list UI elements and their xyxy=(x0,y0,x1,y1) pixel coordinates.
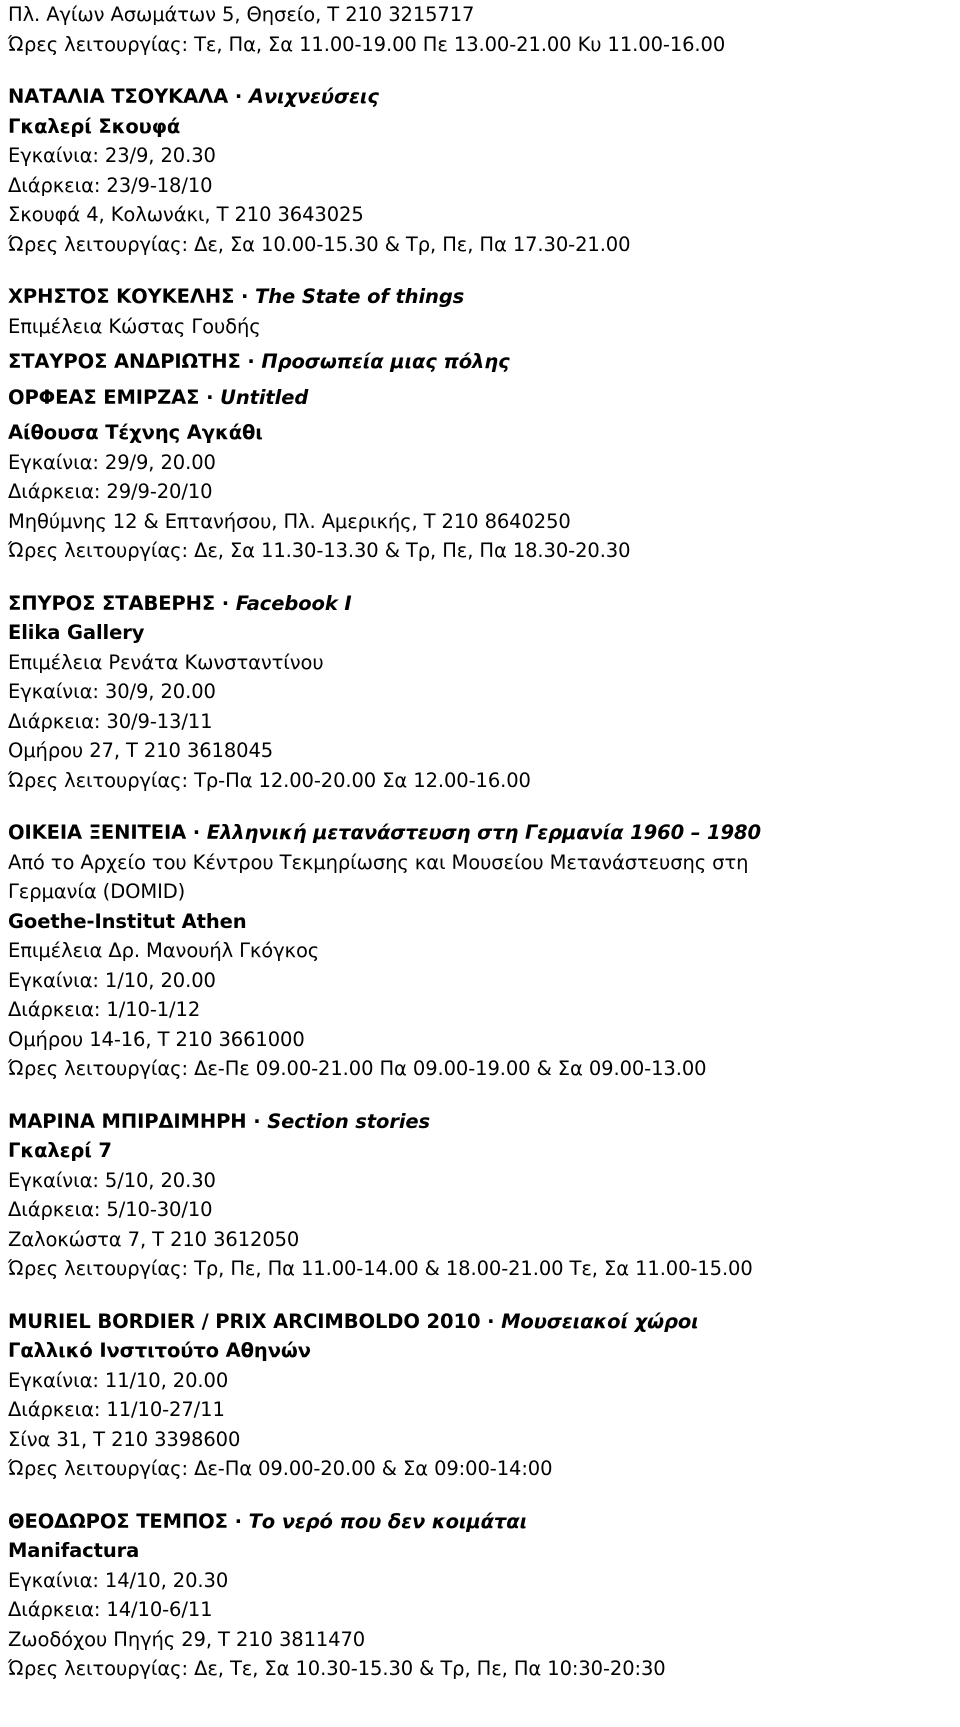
exhibition-title xyxy=(8,1307,952,1337)
artist-name: ΣΤΑΥΡΟΣ ΑΝΔΡΙΩΤΗΣ xyxy=(8,350,241,373)
venue-name: Elika Gallery xyxy=(8,621,145,644)
title-separator: · xyxy=(199,385,221,409)
description-line: Γερμανία (DOMID) xyxy=(8,880,186,903)
venue-address: Μηθύμνης 12 & Επτανήσου, Πλ. Αμερικής, Τ 210 8640250 xyxy=(8,509,571,533)
venue-name: Αίθουσα Τέχνης Αγκάθι xyxy=(8,421,263,444)
title-separator: · xyxy=(240,350,262,373)
title-separator: · xyxy=(215,591,236,615)
exhibition-title xyxy=(8,347,952,377)
artist-name: ΟΡΦΕΑΣ ΕΜΙΡΖΑΣ xyxy=(8,385,200,409)
venue-name: Γκαλερί Σκουφά xyxy=(8,114,181,138)
work-title: Το νερό που δεν κοιμάται xyxy=(248,1509,528,1533)
curator: Επιμέλεια Ρενάτα Κωνσταντίνου xyxy=(8,650,324,674)
opening-date: Εγκαίνια: 1/10, 20.00 xyxy=(8,968,216,992)
opening-hours: Ώρες λειτουργίας: Δε, Τε, Σα 10.30-15.30 & Τρ, Πε, Πα 10:30-20:30 xyxy=(8,1657,666,1680)
exhibition-entry xyxy=(8,1507,952,1684)
exhibition-title xyxy=(8,1107,952,1137)
exhibition-title xyxy=(8,282,952,312)
opening-date: Εγκαίνια: 5/10, 20.30 xyxy=(8,1168,216,1192)
title-separator: · xyxy=(186,821,207,844)
work-title: The State of things xyxy=(255,285,465,308)
work-title: Facebook I xyxy=(235,591,352,615)
artist-name: ΜΑΡΙΝΑ ΜΠΙΡΔΙΜΗΡΗ xyxy=(8,1109,247,1133)
exhibition-entry xyxy=(8,818,952,1084)
exhibition-title xyxy=(8,383,952,413)
opening-date: Εγκαίνια: 23/9, 20.30 xyxy=(8,144,216,167)
title-separator: · xyxy=(480,1309,502,1333)
venue-name: Γκαλερί 7 xyxy=(8,1139,112,1162)
exhibition-entry xyxy=(8,282,952,566)
venue-address: Ζαλοκώστα 7, Τ 210 3612050 xyxy=(8,1227,300,1251)
venue-name: Manifactura xyxy=(8,1539,140,1562)
title-separator: · xyxy=(234,285,256,308)
artist-name: ΟΙΚΕΙΑ ΞΕΝΙΤΕΙΑ xyxy=(8,821,187,844)
artist-name: ΣΠΥΡΟΣ ΣΤΑΒΕΡΗΣ xyxy=(8,591,216,615)
curator: Επιμέλεια Κώστας Γουδής xyxy=(8,314,261,338)
work-title: Untitled xyxy=(220,385,309,409)
exhibition-title xyxy=(8,1507,952,1537)
work-title: Ανιχνεύσεις xyxy=(248,85,379,108)
venue-address: Ομήρου 14-16, Τ 210 3661000 xyxy=(8,1027,305,1051)
exhibition-entry xyxy=(8,1307,952,1484)
duration: Διάρκεια: 1/10-1/12 xyxy=(8,998,201,1021)
duration: Διάρκεια: 14/10-6/11 xyxy=(8,1598,213,1621)
exhibition-title xyxy=(8,589,952,619)
opening-hours: Ώρες λειτουργίας: Δε-Πα 09.00-20.00 & Σα 09:00-14:00 xyxy=(8,1457,553,1480)
intro-hours: Ώρες λειτουργίας: Τε, Πα, Σα 11.00-19.00 Πε 13.00-21.00 Κυ 11.00-16.00 xyxy=(8,32,726,56)
duration: Διάρκεια: 11/10-27/11 xyxy=(8,1398,225,1421)
title-separator: · xyxy=(228,85,249,108)
work-title: Μουσειακοί χώροι xyxy=(501,1309,699,1333)
opening-hours: Ώρες λειτουργίας: Δε, Σα 11.30-13.30 & Τρ, Πε, Πα 18.30-20.30 xyxy=(8,539,631,562)
opening-hours: Ώρες λειτουργίας: Τρ-Πα 12.00-20.00 Σα 12.00-16.00 xyxy=(8,768,531,792)
duration: Διάρκεια: 30/9-13/11 xyxy=(8,709,213,733)
work-title: Ελληνική μετανάστευση στη Γερμανία 1960 – 1980 xyxy=(206,821,761,844)
opening-date: Εγκαίνια: 30/9, 20.00 xyxy=(8,680,216,703)
exhibition-entry xyxy=(8,589,952,796)
venue-address: Ομήρου 27, Τ 210 3618045 xyxy=(8,739,274,762)
duration: Διάρκεια: 29/9-20/10 xyxy=(8,480,213,503)
exhibition-entry xyxy=(8,82,952,259)
venue-address: Ζωοδόχου Πηγής 29, Τ 210 3811470 xyxy=(8,1627,366,1651)
exhibition-title xyxy=(8,82,952,112)
opening-hours: Ώρες λειτουργίας: Τρ, Πε, Πα 11.00-14.00 & 18.00-21.00 Τε, Σα 11.00-15.00 xyxy=(8,1257,753,1280)
artist-name: ΝΑΤΑΛΙΑ ΤΣΟΥΚΑΛΑ xyxy=(8,85,229,108)
opening-date: Εγκαίνια: 14/10, 20.30 xyxy=(8,1568,229,1592)
work-title: Section stories xyxy=(267,1109,431,1133)
opening-date: Εγκαίνια: 11/10, 20.00 xyxy=(8,1368,229,1392)
artist-name: ΘΕΟΔΩΡΟΣ ΤΕΜΠΟΣ xyxy=(8,1509,228,1533)
venue-name: Γαλλικό Ινστιτούτο Αθηνών xyxy=(8,1339,311,1362)
curator: Επιμέλεια Δρ. Μανουήλ Γκόγκος xyxy=(8,939,320,962)
exhibition-entry xyxy=(8,1107,952,1284)
venue-name: Goethe-Institut Athen xyxy=(8,909,247,933)
venue-address: Σκουφά 4, Κολωνάκι, Τ 210 3643025 xyxy=(8,203,364,226)
opening-hours: Ώρες λειτουργίας: Δε-Πε 09.00-21.00 Πα 09.00-19.00 & Σα 09.00-13.00 xyxy=(8,1057,707,1080)
artist-name: ΧΡΗΣΤΟΣ ΚΟΥΚΕΛΗΣ xyxy=(8,285,235,308)
opening-date: Εγκαίνια: 29/9, 20.00 xyxy=(8,450,216,474)
description-line: Από το Αρχείο του Κέντρου Τεκμηρίωσης και Μουσείου Μετανάστευσης στη xyxy=(8,850,749,874)
title-separator: · xyxy=(227,1509,249,1533)
duration: Διάρκεια: 5/10-30/10 xyxy=(8,1198,213,1221)
work-title: Προσωπεία μιας πόλης xyxy=(261,350,510,373)
artist-name: MURIEL BORDIER / PRIX ARCIMBOLDO 2010 xyxy=(8,1309,481,1333)
intro-address: Πλ. Αγίων Ασωμάτων 5, Θησείο, Τ 210 3215717 xyxy=(8,3,475,26)
title-separator: · xyxy=(246,1109,268,1133)
venue-address: Σίνα 31, Τ 210 3398600 xyxy=(8,1427,241,1451)
opening-hours: Ώρες λειτουργίας: Δε, Σα 10.00-15.30 & Τρ, Πε, Πα 17.30-21.00 xyxy=(8,232,631,256)
exhibition-title xyxy=(8,818,952,848)
duration: Διάρκεια: 23/9-18/10 xyxy=(8,173,213,197)
